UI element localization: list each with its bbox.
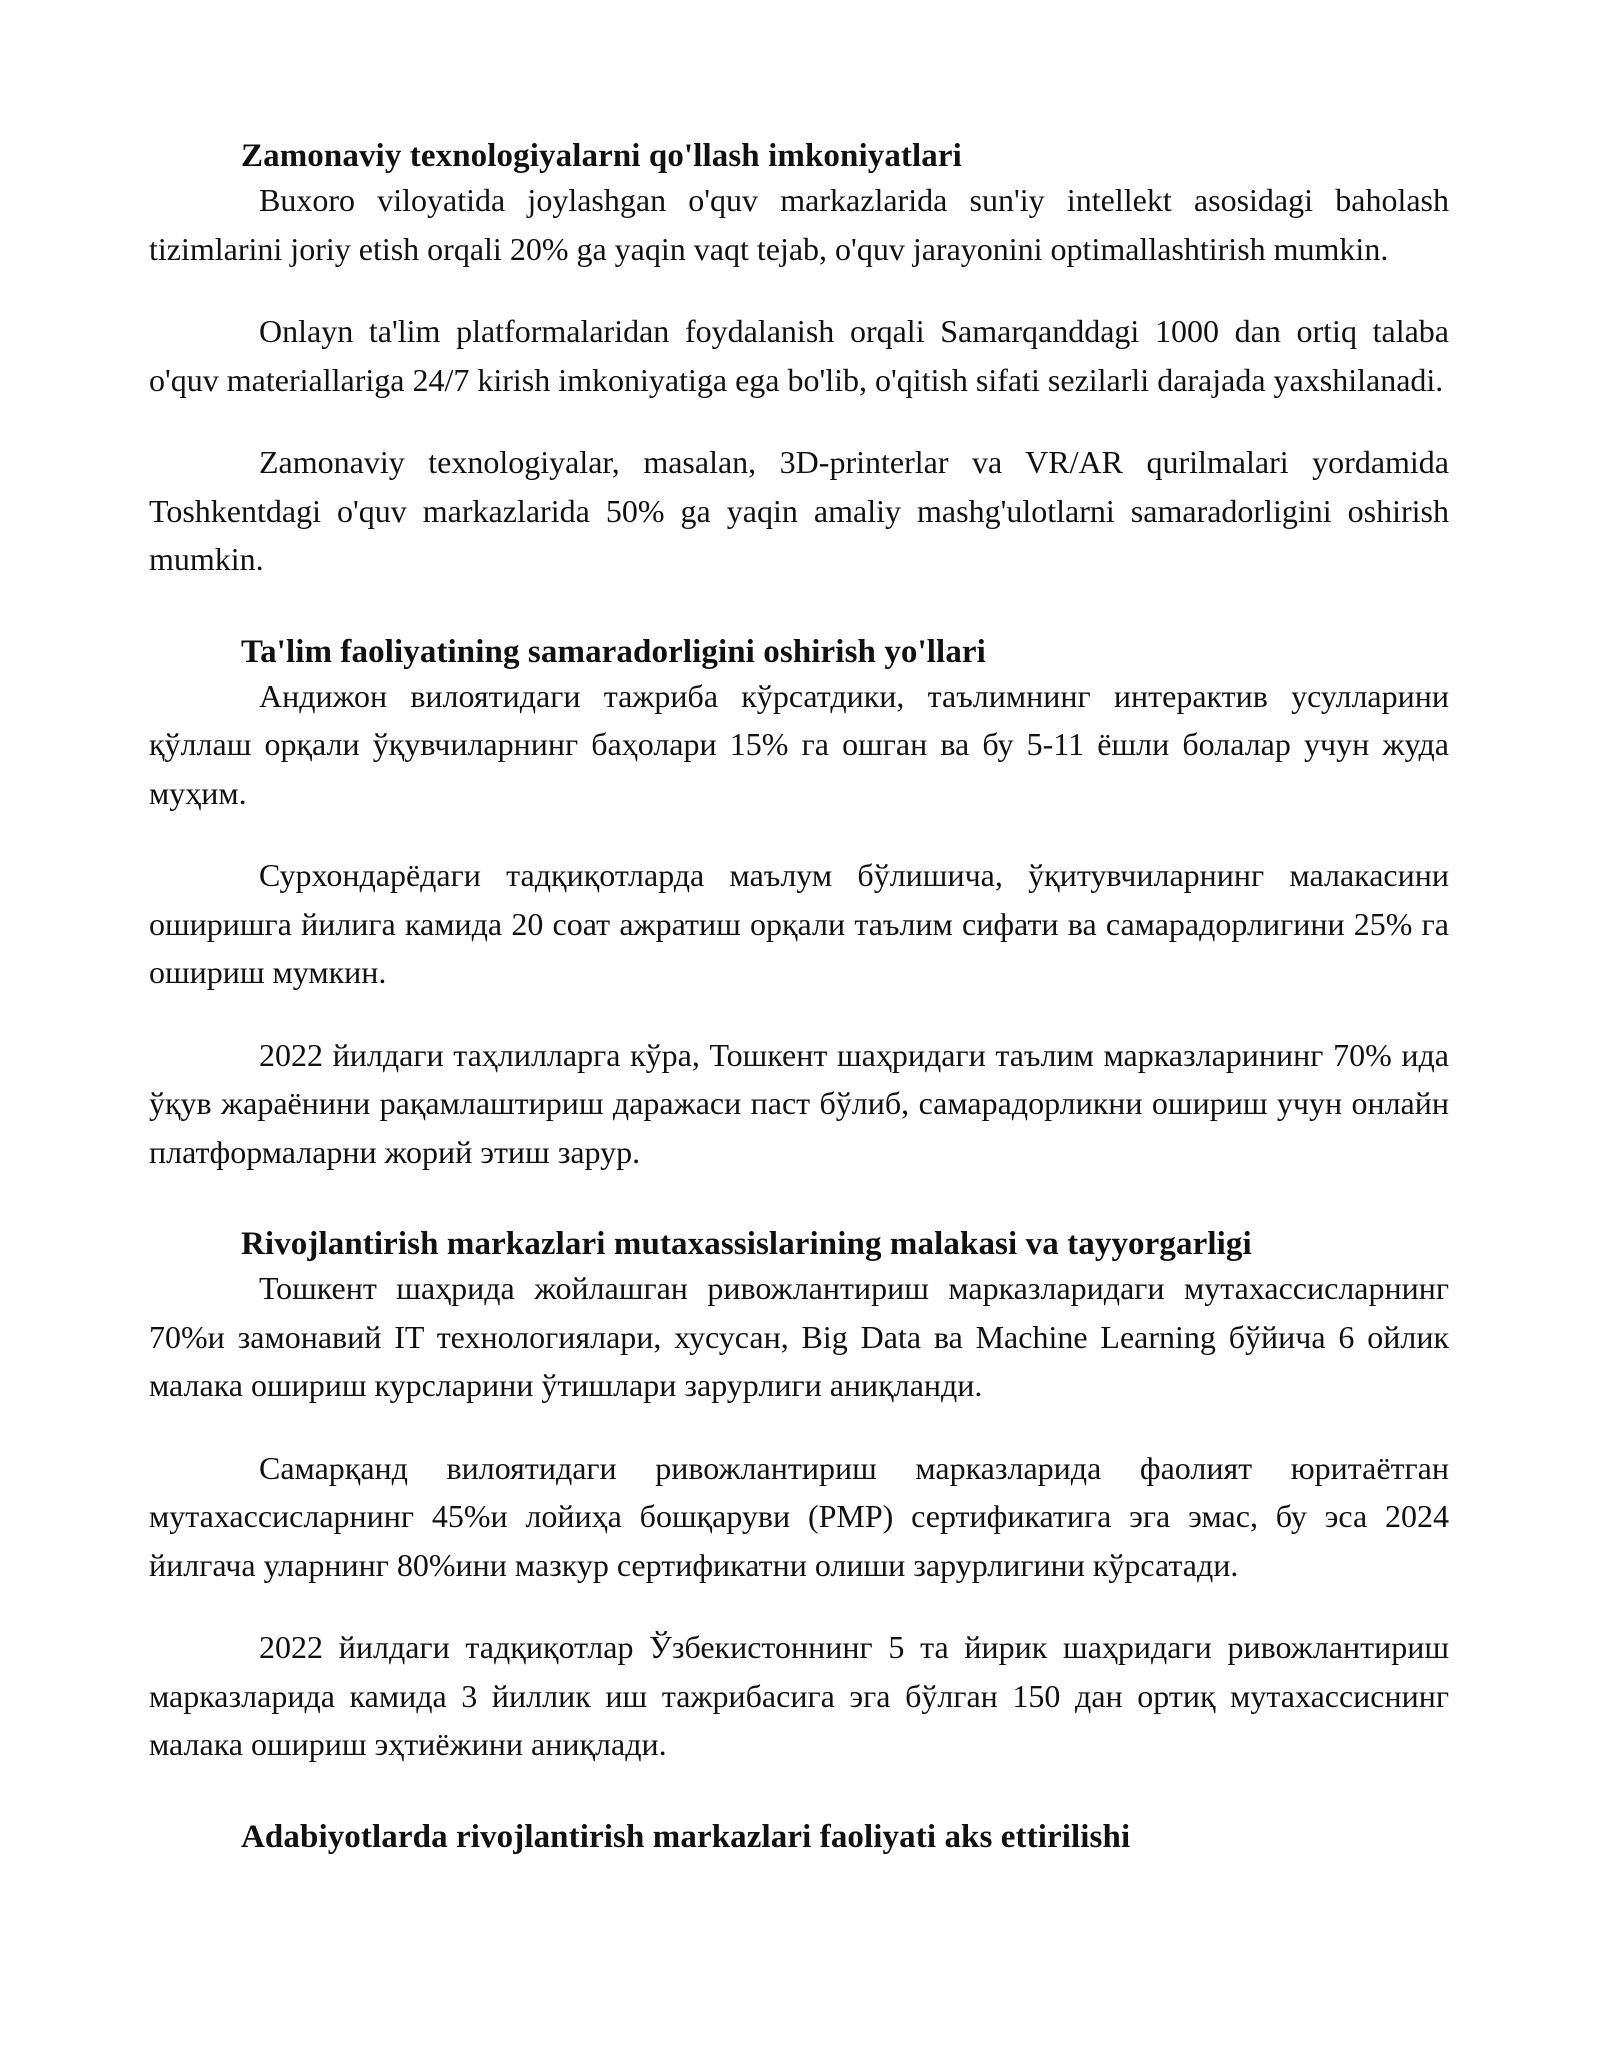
paragraph: Сурхондарёдаги тадқиқотларда маълум бўлишича, ўқитувчиларнинг малакасини оширишга йилига камида 20 соат ажратиш орқали таълим сифати ва самарадорлигини 25% га ошириш мумкин.	[149, 857, 1449, 990]
paragraph: Тошкент шаҳрида жойлашган ривожлантириш марказларидаги мутахассисларнинг 70%и замонавий IT технологиялари, хусусан, Big Data ва Machine Learning бўйича 6 ойлик малака ошириш курсларини ўтишлари зарурлиги аниқланди.	[149, 1270, 1449, 1403]
paragraph: Самарқанд вилоятидаги ривожлантириш марказларида фаолият юритаётган мутахассисларнинг 45%и лойиҳа бошқаруви (PMP) сертификатига эга эмас, бу эса 2024 йилгача уларнинг 80%ини мазкур сертификатни олиши зарурлигини кўрсатади.	[149, 1449, 1449, 1583]
paragraph: 2022 йилдаги тадқиқотлар Ўзбекистоннинг 5 та йирик шаҳридаги ривожлантириш марказларида камида 3 йиллик иш тажрибасига эга бўлган 150 дан ортиқ мутахассиснинг малака ошириш эҳтиёжини аниқлади.	[149, 1629, 1449, 1762]
paragraph: 2022 йилдаги таҳлилларга кўра, Тошкент шаҳридаги таълим марказларининг 70% ида ўқув жараёнини рақамлаштириш даражаси паст бўлиб, самарадорликни ошириш учун онлайн платформаларни жорий этиш зарур.	[149, 1036, 1449, 1170]
document-page	[149, 136, 1449, 1857]
section-heading: Rivojlantirish markazlari mutaxassislarining malakasi va tayyorgarligi	[241, 1226, 1252, 1262]
paragraph: Onlayn ta'lim platformalaridan foydalanish orqali Samarqanddagi 1000 dan ortiq talaba o'quv materiallariga 24/7 kirish imkoniyatiga ega bo'lib, o'qitish sifati sezilarli darajada yaxshilanadi.	[149, 313, 1449, 398]
section-heading: Ta'lim faoliyatining samaradorligini oshirish yo'llari	[241, 633, 986, 670]
paragraph: Zamonaviy texnologiyalar, masalan, 3D-printerlar va VR/AR qurilmalari yordamida Toshkentdagi o'quv markazlarida 50% ga yaqin amaliy mashg'ulotlarni samaradorligini oshirish mumkin.	[149, 444, 1449, 577]
section-heading: Adabiyotlarda rivojlantirish markazlari faoliyati aks ettirilishi	[241, 1818, 1131, 1855]
section-heading: Zamonaviy texnologiyalarni qo'llash imkoniyatlari	[241, 138, 962, 174]
paragraph: Андижон вилоятидаги тажриба кўрсатдики, таълимнинг интерактив усулларини қўллаш орқали ўқувчиларнинг баҳолари 15% га ошган ва бу 5-11 ёшли болалар учун жуда муҳим.	[149, 677, 1449, 811]
paragraph: Buxoro viloyatida joylashgan o'quv markazlarida sun'iy intellekt asosidagi baholash tizimlarini joriy etish orqali 20% ga yaqin vaqt tejab, o'quv jarayonini optimallashtirish mumkin.	[149, 182, 1449, 267]
